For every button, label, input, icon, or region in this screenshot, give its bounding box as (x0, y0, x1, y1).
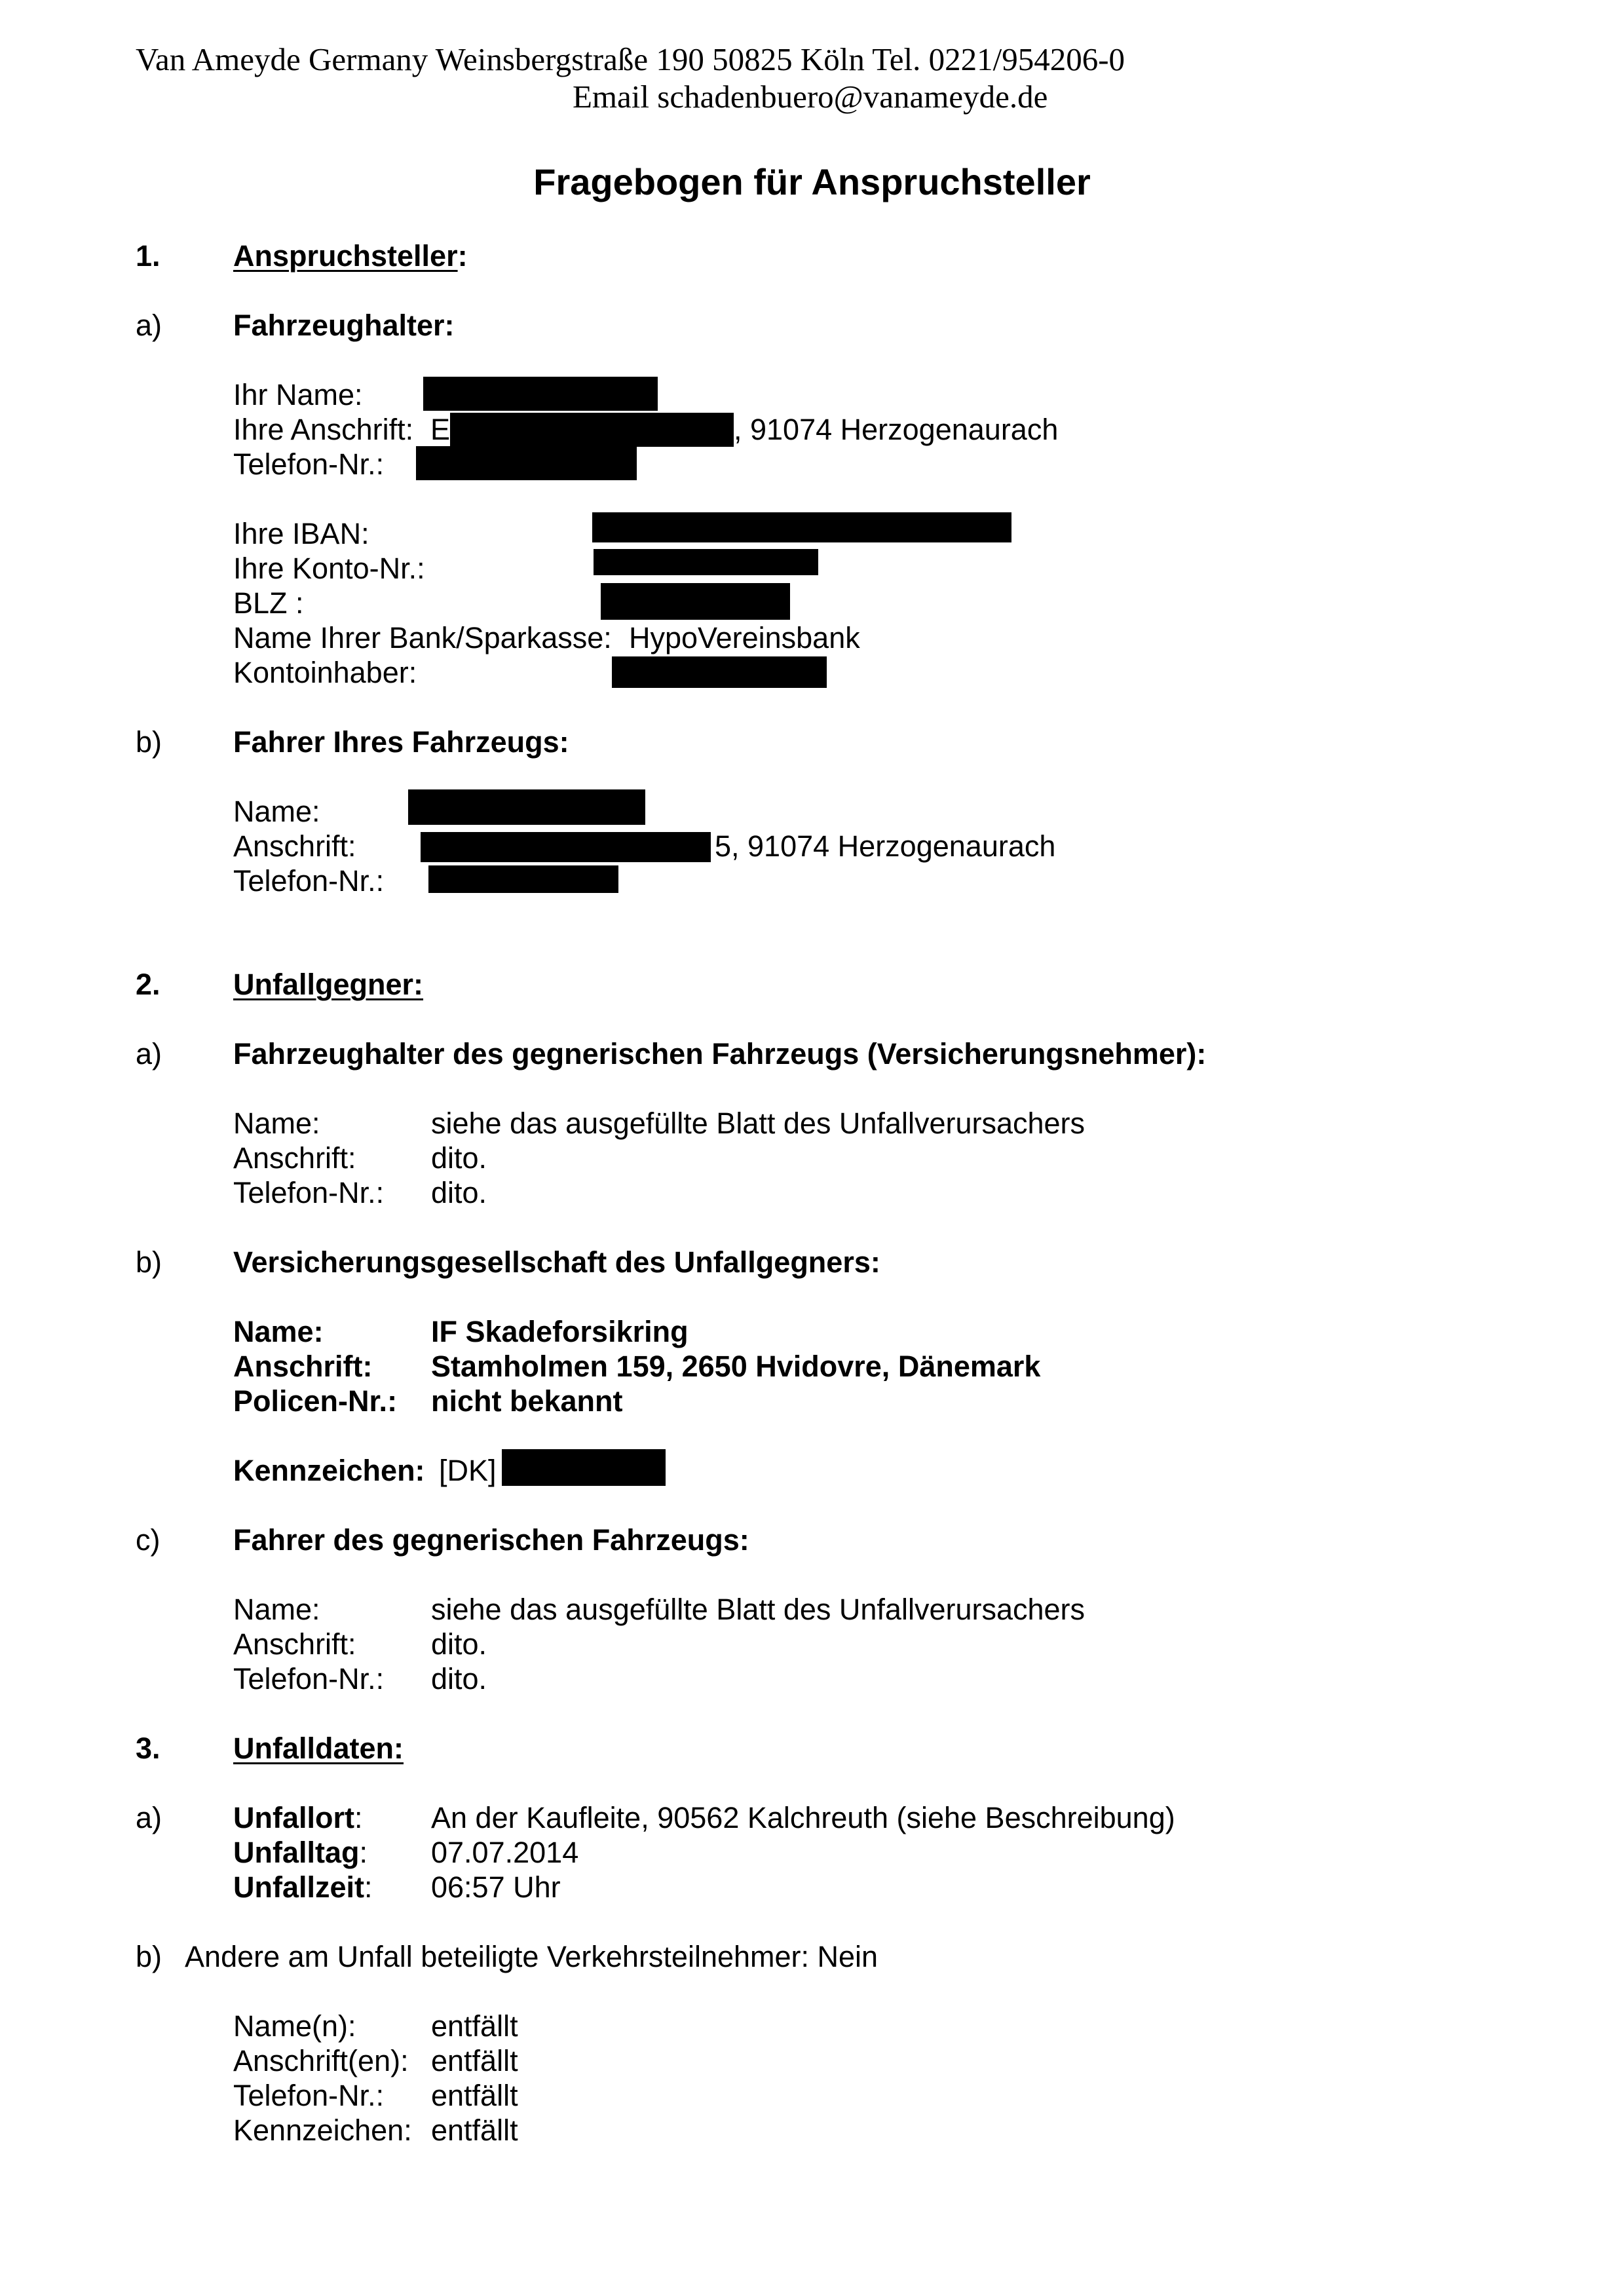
opp-holder-phone-label: Telefon-Nr.: (233, 1176, 385, 1209)
opp-driver-name-label: Name: (233, 1593, 320, 1626)
accident-location-value: An der Kaufleite, 90562 Kalchreuth (siehe Beschreibung) (431, 1801, 1175, 1834)
opp-driver-address-value: dito. (431, 1627, 487, 1661)
holder-address-suffix: , 91074 Herzogenaurach (734, 413, 1059, 446)
opp-holder-name-value: siehe das ausgefüllte Blatt des Unfallverursachers (431, 1107, 1086, 1140)
plate-country: [DK] (439, 1454, 497, 1487)
redaction-iban (592, 512, 1011, 542)
section-2a-marker: a) (136, 1037, 162, 1071)
redaction-driver-phone (428, 865, 618, 893)
accident-date-value: 07.07.2014 (431, 1836, 579, 1869)
other-names-label: Name(n): (233, 2009, 356, 2043)
accident-location-label: Unfallort: (233, 1801, 363, 1834)
blz-label: BLZ : (233, 586, 304, 620)
opp-driver-name-value: siehe das ausgefüllte Blatt des Unfallverursachers (431, 1593, 1086, 1626)
accident-time-value: 06:57 Uhr (431, 1870, 561, 1904)
redaction-driver-name (408, 789, 645, 825)
section-1-heading: Anspruchsteller: (233, 239, 468, 273)
insurer-address-value: Stamholmen 159, 2650 Hvidovre, Dänemark (431, 1350, 1041, 1383)
opp-driver-address-label: Anschrift: (233, 1627, 356, 1661)
opp-driver-phone-value: dito. (431, 1662, 487, 1696)
other-names-value: entfällt (431, 2009, 518, 2043)
iban-label: Ihre IBAN: (233, 517, 369, 550)
other-addresses-value: entfällt (431, 2044, 518, 2077)
driver-phone-label: Telefon-Nr.: (233, 864, 385, 898)
driver-address-label: Anschrift: (233, 829, 356, 863)
opp-driver-phone-label: Telefon-Nr.: (233, 1662, 385, 1696)
section-2a-heading: Fahrzeughalter des gegnerischen Fahrzeugs (Versicherungsnehmer): (233, 1037, 1207, 1071)
plate-label: Kennzeichen: (233, 1454, 425, 1487)
redaction-holder-address (450, 413, 734, 447)
section-1-number: 1. (136, 239, 161, 273)
section-2-heading: Unfallgegner: (233, 968, 424, 1001)
section-2b-marker: b) (136, 1245, 162, 1279)
insurer-address-label: Anschrift: (233, 1350, 373, 1383)
accident-date-label: Unfalltag: (233, 1836, 368, 1869)
holder-name-label: Ihr Name: (233, 378, 363, 411)
policy-number-value: nicht bekannt (431, 1384, 623, 1418)
section-2b-heading: Versicherungsgesellschaft des Unfallgegners: (233, 1245, 880, 1279)
account-holder-label: Kontoinhaber: (233, 656, 417, 689)
letterhead-line-2: Email schadenbuero@vanameyde.de (573, 79, 1048, 115)
section-3-number: 3. (136, 1732, 161, 1765)
opp-holder-address-value: dito. (431, 1141, 487, 1175)
holder-phone-label: Telefon-Nr.: (233, 447, 385, 481)
section-3a-marker: a) (136, 1801, 162, 1834)
section-1b-marker: b) (136, 725, 162, 759)
section-1a-marker: a) (136, 309, 162, 342)
section-3-heading: Unfalldaten: (233, 1732, 404, 1765)
other-phone-label: Telefon-Nr.: (233, 2079, 385, 2112)
section-1b-heading: Fahrer Ihres Fahrzeugs: (233, 725, 569, 759)
redaction-plate (502, 1449, 666, 1486)
other-plate-value: entfällt (431, 2113, 518, 2147)
holder-address-label: Ihre Anschrift: (233, 413, 414, 446)
section-2c-heading: Fahrer des gegnerischen Fahrzeugs: (233, 1523, 749, 1557)
bank-name-label: Name Ihrer Bank/Sparkasse: (233, 621, 612, 654)
section-2-number: 2. (136, 968, 161, 1001)
redaction-holder-name (423, 377, 658, 411)
bank-name-value: HypoVereinsbank (629, 621, 860, 654)
opp-holder-phone-value: dito. (431, 1176, 487, 1209)
opp-holder-name-label: Name: (233, 1107, 320, 1140)
accident-time-label: Unfallzeit: (233, 1870, 373, 1904)
opp-holder-address-label: Anschrift: (233, 1141, 356, 1175)
other-plate-label: Kennzeichen: (233, 2113, 412, 2147)
redaction-holder-phone (416, 446, 637, 480)
letterhead-line-1: Van Ameyde Germany Weinsbergstraße 190 50825 Köln Tel. 0221/954206-0 (136, 41, 1125, 77)
redaction-account-holder (612, 656, 827, 688)
redaction-driver-address (421, 832, 711, 862)
other-addresses-label: Anschrift(en): (233, 2044, 409, 2077)
other-phone-value: entfällt (431, 2079, 518, 2112)
redaction-account-number (594, 549, 818, 575)
page-title: Fragebogen für Anspruchsteller (533, 161, 1091, 202)
redaction-blz (601, 583, 790, 620)
account-number-label: Ihre Konto-Nr.: (233, 552, 425, 585)
section-1a-heading: Fahrzeughalter: (233, 309, 455, 342)
policy-number-label: Policen-Nr.: (233, 1384, 398, 1418)
section-3b-text: b) Andere am Unfall beteiligte Verkehrsteilnehmer: Nein (136, 1940, 878, 1973)
insurer-name-label: Name: (233, 1315, 324, 1348)
driver-address-suffix: 5, 91074 Herzogenaurach (715, 829, 1056, 863)
holder-address-prefix: E (430, 413, 451, 446)
driver-name-label: Name: (233, 795, 320, 828)
insurer-name-value: IF Skadeforsikring (431, 1315, 689, 1348)
section-2c-marker: c) (136, 1523, 161, 1557)
